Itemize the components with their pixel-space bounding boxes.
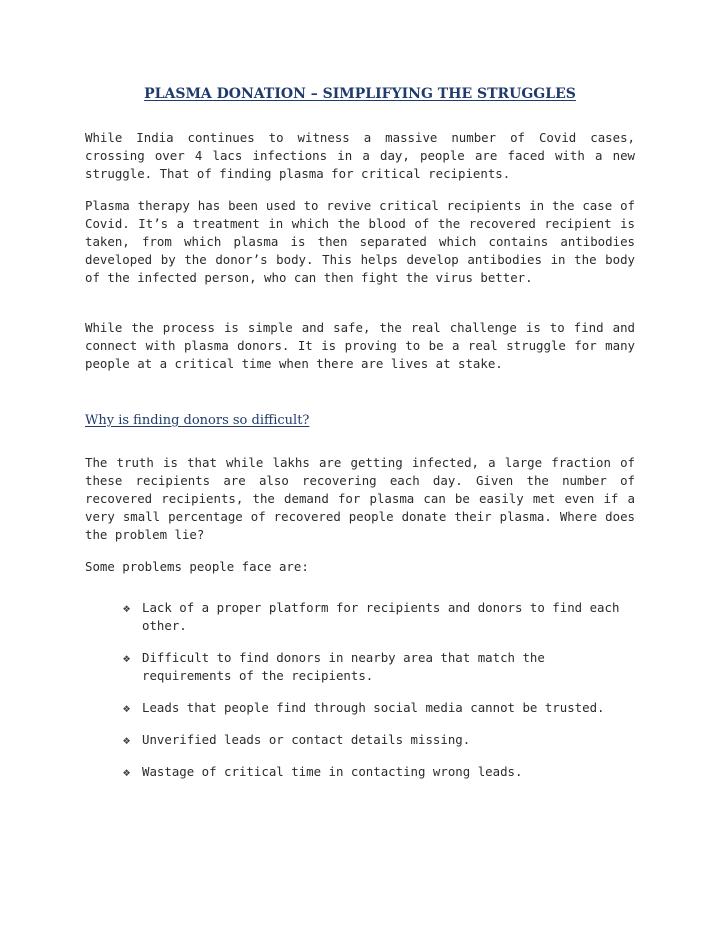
- list-item-text: Wastage of critical time in contacting wrong leads.: [142, 764, 523, 779]
- plasma-therapy-paragraph: Plasma therapy has been used to revive critical recipients in the case of Covid. It’s a treatment in which the blood of the recovered recipient is taken, from which plasma is then separated which contains antibodies developed by the donor’s body. This helps develop antibodies in the body of the infected person, who can then fight the virus better.: [85, 198, 635, 285]
- list-item: [123, 731, 623, 749]
- challenge-paragraph: While the process is simple and safe, the real challenge is to find and connect with plasma donors. It is proving to be a real struggle for many people at a critical time when there are lives at stake.: [85, 320, 635, 371]
- diamond-bullet-icon: ❖: [123, 701, 131, 715]
- diamond-bullet-icon: ❖: [123, 765, 131, 779]
- diamond-bullet-icon: ❖: [123, 601, 131, 615]
- document-title: PLASMA DONATION – SIMPLIFYING THE STRUGGLES: [144, 86, 576, 102]
- diamond-bullet-icon: ❖: [123, 733, 131, 747]
- list-item: [123, 699, 623, 717]
- list-item-text: Leads that people find through social media cannot be trusted.: [142, 700, 605, 715]
- truth-paragraph: The truth is that while lakhs are getting infected, a large fraction of these recipients are also recovering each day. Given the number of recovered recipients, the demand for plasma can be easily met even if a very small percentage of recovered people donate their plasma. Where does the problem lie?: [85, 455, 635, 542]
- list-item-text: Unverified leads or contact details missing.: [142, 732, 471, 747]
- section-heading: Why is finding donors so difficult?: [85, 413, 310, 428]
- list-item-text: Difficult to find donors in nearby area that match the requirements of the recipients.: [142, 650, 545, 683]
- problems-intro: Some problems people face are:: [85, 559, 309, 574]
- intro-paragraph: While India continues to witness a massive number of Covid cases, crossing over 4 lacs infections in a day, people are faced with a new struggle. That of finding plasma for critical recipients.: [85, 130, 635, 181]
- list-item: [123, 649, 623, 685]
- problems-list: [123, 599, 623, 795]
- list-item: [123, 599, 623, 635]
- list-item: [123, 763, 623, 781]
- list-item-text: Lack of a proper platform for recipients and donors to find each other.: [142, 600, 620, 633]
- diamond-bullet-icon: ❖: [123, 651, 131, 665]
